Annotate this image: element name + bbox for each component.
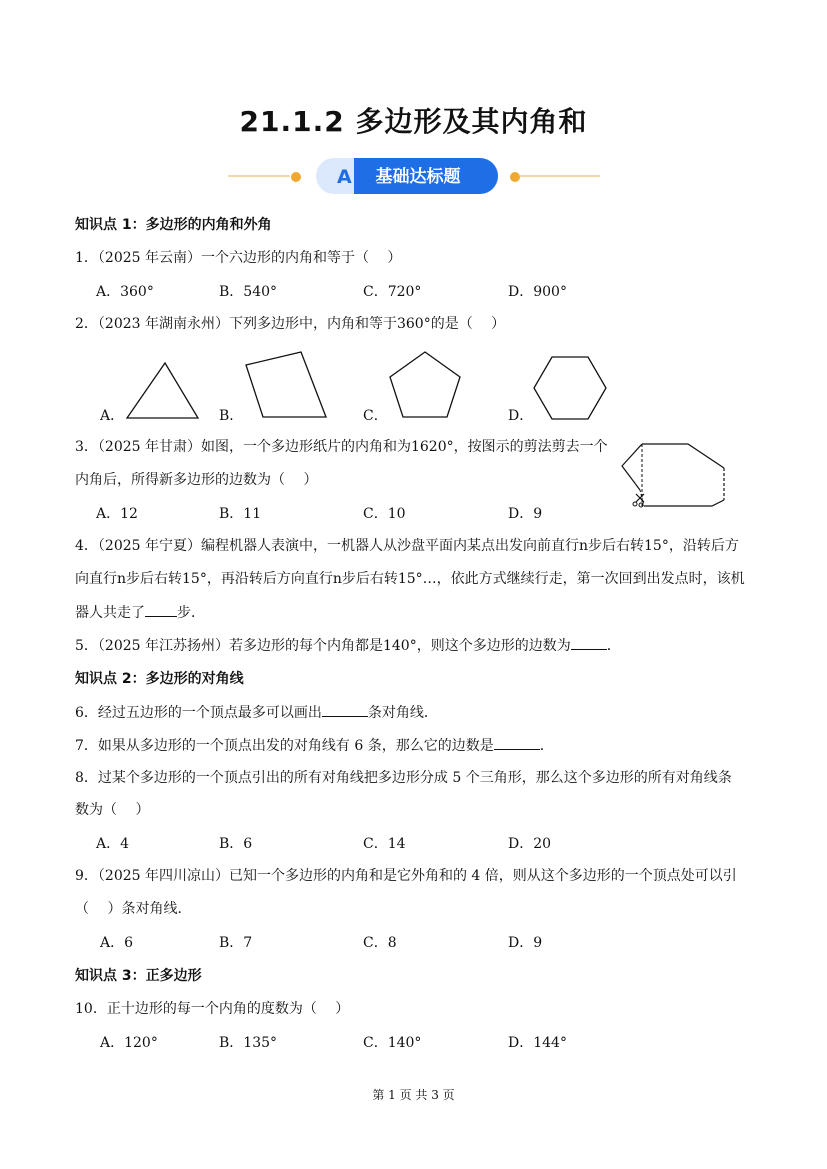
triangle-figure bbox=[125, 360, 200, 420]
q1-option-c: C．720° bbox=[363, 284, 422, 300]
section-heading-3: 知识点 3：正多边形 bbox=[75, 968, 202, 984]
q5-text: 5．（2025 年江苏扬州）若多边形的每个内角都是140°，则这个多边形的边数为 bbox=[75, 638, 571, 654]
question-8-line-1: 8．过某个多边形的一个顶点引出的所有对角线把多边形分成 5 个三角形，那么这个多边形的所有对角线条 bbox=[75, 770, 732, 786]
cut-polygon-figure bbox=[618, 440, 728, 510]
q9-option-d: D．9 bbox=[508, 935, 543, 951]
banner-left-dot bbox=[291, 172, 301, 182]
q2-option-b: B． bbox=[219, 408, 244, 424]
question-9-line-2: （ ）条对角线. bbox=[75, 901, 182, 917]
question-10-text: 10．正十边形的每一个内角的度数为（ ） bbox=[75, 1001, 350, 1017]
q8-option-a: A．4 bbox=[96, 836, 130, 852]
banner-label: 基础达标题 bbox=[375, 167, 461, 187]
question-6 bbox=[75, 702, 438, 723]
q1-option-a: A．360° bbox=[96, 284, 154, 300]
q1-option-d: D．900° bbox=[508, 284, 567, 300]
question-4-line-1: 4．（2025 年宁夏）编程机器人表演中，一机器人从沙盘平面内某点出发向前直行n步后右转15°，沿转后方 bbox=[75, 538, 739, 554]
q8-option-d: D．20 bbox=[508, 836, 552, 852]
q7-answer-blank[interactable] bbox=[494, 735, 540, 750]
banner-right-dot bbox=[510, 172, 520, 182]
question-3-line-1: 3．（2025 年甘肃）如图，一个多边形纸片的内角和为1620°，按图示的剪法剪去一个 bbox=[75, 439, 608, 455]
q8-option-b: B．6 bbox=[219, 836, 253, 852]
q10-option-d: D．144° bbox=[508, 1035, 567, 1051]
q6-end: 条对角线． bbox=[367, 705, 438, 721]
scissors-icon bbox=[636, 494, 644, 502]
question-3-line-2: 内角后，所得新多边形的边数为（ ） bbox=[75, 472, 318, 488]
q10-option-a: A．120° bbox=[100, 1035, 158, 1051]
section-heading-2: 知识点 2：多边形的对角线 bbox=[75, 671, 244, 687]
q5-end: ． bbox=[606, 638, 621, 654]
section-heading-1: 知识点 1：多边形的内角和外角 bbox=[75, 217, 272, 233]
question-4-line-2: 向直行n步后右转15°，再沿转后方向直行n步后右转15°…，依此方式继续行走，第一次回到出发点时，该机 bbox=[75, 571, 745, 587]
question-9-line-1: 9．（2025 年四川凉山）已知一个多边形的内角和是它外角和的 4 倍，则从这个多边形的一个顶点处可以引 bbox=[75, 868, 737, 884]
page-footer: 第 1 页 共 3 页 bbox=[372, 1088, 455, 1102]
quadrilateral-figure bbox=[243, 350, 329, 420]
q3-option-a: A．12 bbox=[96, 506, 138, 522]
q5-answer-blank[interactable] bbox=[571, 635, 607, 650]
q9-option-b: B．7 bbox=[219, 935, 253, 951]
q6-text: 6．经过五边形的一个顶点最多可以画出 bbox=[75, 705, 322, 721]
q7-text: 7．如果从多边形的一个顶点出发的对角线有 6 条，那么它的边数是 bbox=[75, 738, 494, 754]
q7-end: ． bbox=[539, 738, 554, 754]
q8-option-c: C．14 bbox=[363, 836, 406, 852]
question-4-line-3 bbox=[75, 602, 205, 623]
hexagon-figure bbox=[532, 355, 608, 421]
q1-option-b: B．540° bbox=[219, 284, 278, 300]
q4-answer-blank[interactable] bbox=[145, 602, 177, 617]
question-7 bbox=[75, 735, 554, 756]
question-1-text: 1．（2025 年云南）一个六边形的内角和等于（ ） bbox=[75, 250, 402, 266]
q3-option-c: C．10 bbox=[363, 506, 406, 522]
q2-option-c: C． bbox=[363, 408, 388, 424]
q4-line3-start: 器人共走了 bbox=[75, 605, 145, 621]
q10-option-b: B．135° bbox=[219, 1035, 278, 1051]
question-5 bbox=[75, 635, 621, 656]
q9-option-a: A．6 bbox=[100, 935, 134, 951]
section-banner bbox=[228, 155, 600, 197]
q2-option-d: D． bbox=[508, 408, 534, 424]
q3-option-b: B．11 bbox=[219, 506, 262, 522]
q2-option-a: A． bbox=[100, 408, 125, 424]
pentagon-figure bbox=[388, 350, 462, 420]
question-8-line-2: 数为（ ） bbox=[75, 802, 150, 818]
q3-option-d: D．9 bbox=[508, 506, 543, 522]
page-title: 21.1.2 多边形及其内角和 bbox=[239, 105, 588, 138]
q9-option-c: C．8 bbox=[363, 935, 397, 951]
q10-option-c: C．140° bbox=[363, 1035, 422, 1051]
banner-badge: A bbox=[337, 166, 352, 188]
q6-answer-blank[interactable] bbox=[322, 702, 368, 717]
q4-line3-end: 步． bbox=[177, 605, 205, 621]
question-2-text: 2．（2023 年湖南永州）下列多边形中，内角和等于360°的是（ ） bbox=[75, 316, 506, 332]
